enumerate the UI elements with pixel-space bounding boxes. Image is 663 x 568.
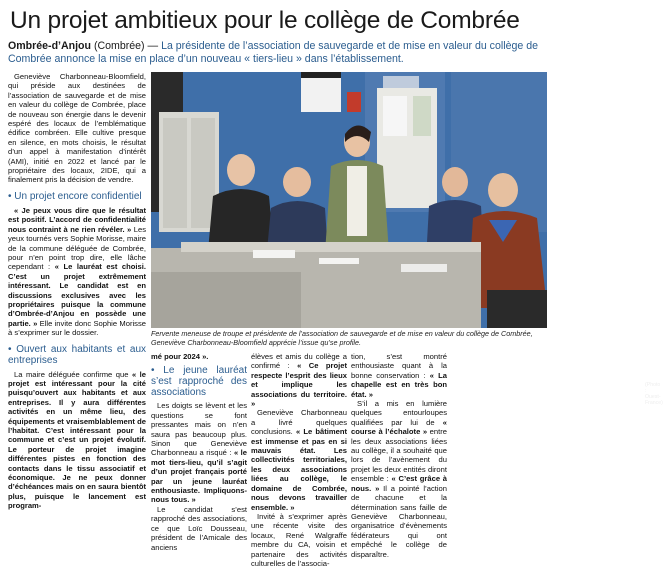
photo-caption: Fervente meneuse de troupe et présidente de l’association de sauvegarde et de mise en valeur du collège de Combrée, Geneviève Charbonneau-Bloomfield apprécie l’issue qu’se profile.: [151, 329, 533, 347]
column-2: [151, 352, 247, 552]
body-paragraph: S’il a mis en lumière quelques entourloupes qualifiées par lui de « course à l’échalote » entre les deux associations liées au collège, il a souhaité que lors de l’avènement du projet les deux entités diront ensemble : « C’est grâce à nous. » Il a pointé l’action de chacune et la détermination sans faille de Geneviève Charbonneau, organisatrice d’évènements fédérateurs qui ont empêché le collège de disparaître.: [351, 399, 447, 559]
body-paragraph: tion, s’est montré enthousiaste quant à la bonne conservation : « La chapelle est en très bon état. »: [351, 352, 447, 399]
body-paragraph: Les doigts se lèvent et les questions se font pressantes mais on n’en saura pas beaucoup plus. Sinon que Geneviève Charbonneau a risqué : « le mot tiers-lieu, qu’il s’agit d’un projet français porté par un jeune lauréat enthousiaste. Impliquons-nous tous. »: [151, 401, 247, 505]
photo-credit: (Photo : Ouest-France): [645, 382, 663, 406]
body-paragraph: élèves et amis du collège a confirmé : « Ce projet respecte l’esprit des lieux et implique les associations du territoire. »: [251, 352, 347, 409]
column-4: [351, 352, 447, 559]
body-paragraph: mé pour 2024 ».: [151, 352, 209, 361]
body-paragraph: Invité à s’exprimer après une récente visite des locaux, René Walgraffe membre du CA, voisin et partenaire des activités culturelles de l’associa-: [251, 511, 347, 568]
body-paragraph: Le candidat s’est rapproché des associations, ce que Loïc Dousseau, président de l’Amicale des anciens: [151, 504, 247, 552]
lead-paragraph: [8, 40, 553, 65]
body-paragraph: « Je peux vous dire que le résultat est positif. L’accord de confidentialité nous contraint à ne rien révéler. » Les yeux tournés vers Sophie Morisse, maire de la commune déléguée de Combrée, pour n’en point trop dire, elle lâche cependant : « Le lauréat est choisi. C’est un projet extrêmement intéressant. Le candidat est en discussions exclusives avec les propriétaires puisque la commune d’Ombrée-d’Anjou en possède une partie. » Elle invite donc Sophie Morisse à s’exprimer sur le dossier.: [8, 205, 146, 338]
column-3: [251, 352, 347, 568]
dateline-place: Ombrée-d’Anjou: [8, 40, 91, 52]
subheading: • Un projet encore confidentiel: [8, 190, 142, 202]
lead-text: La présidente de l’association de sauvegarde et de mise en valeur du collège de Combrée annonce la mise en place d’un nouveau « tiers-lieu » dans l’établissement.: [8, 40, 538, 65]
body-paragraph: La maire déléguée confirme que « le projet est intéressant pour la cité puisqu’ouvert aux habitants et aux entreprises. Il y aura différentes activités en un même lieu, des équipements et vraisemblablement de l’habitat. C’est intéressant pour la commune et c’est un projet évolutif. Le porteur de projet imagine différentes pistes en fonction des contacts dans le tissu associatif et économique. Je ne peux donner d’échéances mais on en saura bientôt plus, puisque le lancement est program-: [8, 369, 146, 511]
headline: Un projet ambitieux pour le collège de Combrée: [10, 7, 520, 34]
dateline-detail: (Combrée) —: [91, 40, 162, 52]
meeting-photo-illustration: [151, 72, 547, 328]
body-paragraph: Geneviève Charbonneau-Bloomfield, qui préside aux destinées de l’association de sauvegarde et de mise en valeur du collège de Combrée, place de nouveau son énergie dans le devenir espéré des locaux de l’emblématique édifice combréen. Elle cultive presque en silence, en mots choisis, le résultat d’un appel à manifestation d’intérêt (AMI), initié en 2022 et lancé par le propriétaire des locaux, 2IDE, qui a finalement pris la décision de vendre.: [8, 72, 146, 185]
subheading: • Ouvert aux habitants et aux entreprises: [8, 343, 147, 366]
column-1: [8, 72, 146, 511]
subheading: • Le jeune lauréat s’est rapproché des associations: [151, 365, 247, 399]
body-paragraph: Geneviève Charbonneau a livré quelques conclusions. « Le bâtiment est immense et pas en si mauvais état. Les collectivités territoriales, les deux associations liées au collège, le domaine de Combrée, nous devons travailler ensemble. »: [251, 408, 347, 512]
